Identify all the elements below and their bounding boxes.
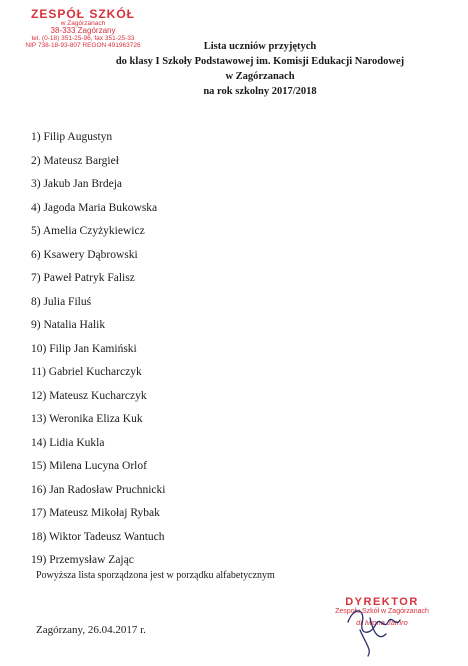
- student-item: 15) Milena Lucyna Orlof: [31, 460, 147, 472]
- student-item: 10) Filip Jan Kamiński: [31, 342, 137, 355]
- header-line2: do klasy I Szkoły Podstawowej im. Komisji Edukacji Narodowej: [115, 56, 405, 67]
- student-item: 8) Julia Filuś: [31, 295, 92, 308]
- header-line3: w Zagórzanach: [225, 71, 295, 82]
- student-item: 11) Gabriel Kucharczyk: [31, 366, 142, 378]
- school-stamp-line2: 38-333 Zagórzany: [50, 26, 116, 36]
- student-item: 1) Filip Augustyn: [31, 131, 113, 143]
- school-stamp-line4: NIP 738-18-93-807 REGON 491963726: [25, 41, 141, 49]
- student-item: 7) Paweł Patryk Falisz: [31, 272, 135, 284]
- student-item: 3) Jakub Jan Brdeja: [31, 178, 123, 190]
- director-stamp-name: dr Iwona Jamro: [356, 617, 408, 627]
- director-stamp-line1: Zespołu Szkół w Zagórzanach: [335, 608, 429, 616]
- director-stamp-title: DYREKTOR: [345, 596, 419, 608]
- student-item: 14) Lidia Kukla: [31, 436, 105, 449]
- student-item: 13) Weronika Eliza Kuk: [31, 413, 143, 425]
- student-item: 17) Mateusz Mikołaj Rybak: [31, 507, 160, 519]
- school-stamp-line3: tel. (0-18) 351-25-96, fax 351-25-33: [31, 34, 135, 42]
- student-item: 19) Przemysław Zając: [31, 554, 134, 566]
- footer-note: Powyższa lista sporządzona jest w porządku alfabetycznym: [36, 570, 275, 581]
- student-item: 6) Ksawery Dąbrowski: [31, 248, 138, 261]
- student-list: [31, 126, 165, 573]
- student-item: 4) Jagoda Maria Bukowska: [31, 201, 158, 214]
- student-item: 16) Jan Radosław Pruchnicki: [31, 483, 166, 496]
- school-stamp-line1: w Zagórzanach: [60, 19, 106, 27]
- student-item: 5) Amelia Czyżykiewicz: [31, 225, 145, 237]
- student-item: 18) Wiktor Tadeusz Wantuch: [31, 530, 165, 543]
- student-item: 12) Mateusz Kucharczyk: [31, 389, 147, 402]
- student-item: 2) Mateusz Bargieł: [31, 154, 119, 167]
- place-date: Zagórzany, 26.04.2017 r.: [36, 624, 146, 636]
- header-line4: na rok szkolny 2017/2018: [203, 86, 317, 97]
- header-line1: Lista uczniów przyjętych: [203, 41, 317, 52]
- student-item: 9) Natalia Halik: [31, 319, 106, 331]
- signature-scribble: [340, 600, 410, 660]
- document-header: [70, 39, 450, 99]
- school-stamp-name: ZESPÓŁ SZKÓŁ: [30, 7, 135, 21]
